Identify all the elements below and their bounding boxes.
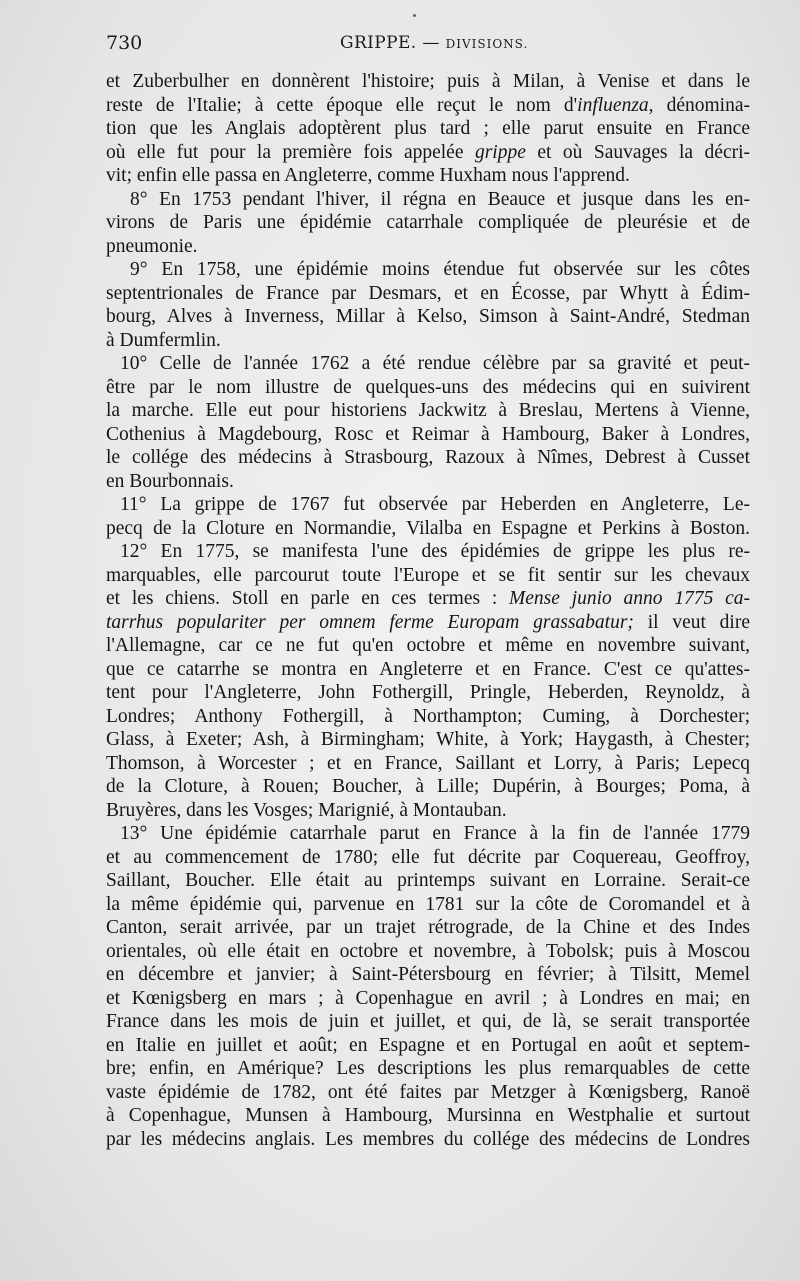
text-line: virons de Paris une épidémie catarrhale compliquée de pleurésie et de (106, 212, 750, 233)
text-line: Saillant, Boucher. Elle était au printemps suivant en Lorraine. Serait-ce (106, 870, 750, 891)
text-line: en Italie en juillet et août; en Espagne et en Portugal en août et septem- (106, 1034, 750, 1056)
text-line: où elle fut pour la première fois appelée grippe et où Sauvages la décri- (106, 141, 750, 163)
text-line: Londres; Anthony Fothergill, à Northampton; Cuming, à Dorchester; (106, 705, 750, 727)
paragraph-10: 10° Celle de l'année 1762 a été rendue célèbre par sa gravité et peut- (120, 353, 750, 374)
text-line: France dans les mois de juin et juillet, et qui, de là, se serait transportée (106, 1011, 750, 1032)
text-line: tent pour l'Angleterre, John Fothergill, Pringle, Heberden, Reynoldz, à (106, 682, 750, 703)
text-line: pecq de la Cloture en Normandie, Vilalba en Espagne et Perkins à Boston. (106, 517, 750, 539)
text-line: reste de l'Italie; à cette époque elle reçut le nom d'influenza, dénomina- (106, 94, 751, 116)
latin-quote: Mense junio anno 1775 ca- (509, 588, 750, 609)
text-line: bre; enfin, en Amérique? Les descriptions les plus remarquables de cette (106, 1058, 750, 1079)
text-line: bourg, Alves à Inverness, Millar à Kelso, Simson à Saint-André, Stedman (106, 306, 750, 327)
text-line: et Zuberbulher en donnèrent l'histoire; puis à Milan, à Venise et dans le (106, 71, 750, 92)
text-line: Bruyères, dans les Vosges; Marignié, à Montauban. (106, 799, 507, 821)
italic-term: influenza, (577, 94, 654, 116)
text-line: en Bourbonnais. (106, 470, 234, 492)
text-line: tarrhus populariter per omnem ferme Europam grassabatur; il veut dire (106, 611, 750, 633)
body-text (106, 70, 750, 1151)
text-line: marquables, elle parcourut toute l'Europe et se fit sentir sur les chevaux (106, 564, 750, 586)
text-line: Cothenius à Magdebourg, Rosc et Reimar à Hambourg, Baker à Londres, (106, 423, 750, 445)
text-line: de la Cloture, à Rouen; Boucher, à Lille; Dupérin, à Bourges; Poma, à (106, 776, 750, 797)
running-header (106, 32, 746, 62)
text-line: tion que les Anglais adoptèrent plus tard ; elle parut ensuite en France (106, 118, 750, 139)
running-title-dash: — (416, 33, 446, 53)
paragraph-8: 8° En 1753 pendant l'hiver, il régna en Beauce et jusque dans les en- (130, 188, 750, 210)
text-line: et au commencement de 1780; elle fut décrite par Coquereau, Geoffroy, (106, 846, 750, 868)
paragraph-9: 9° En 1758, une épidémie moins étendue fut observée sur les côtes (130, 259, 750, 280)
text-line: à Dumfermlin. (106, 329, 221, 351)
text-line: Canton, serait arrivée, par un trajet rétrograde, de la Chine et des Indes (106, 917, 750, 938)
text-line: pneumonie. (106, 235, 198, 257)
paragraph-11: 11° La grippe de 1767 fut observée par Heberden en Angleterre, Le- (120, 494, 750, 515)
text-line: vit; enfin elle passa en Angleterre, comme Huxham nous l'apprend. (106, 165, 630, 186)
text-line: et Kœnigsberg en mars ; à Copenhague en avril ; à Londres en mai; en (106, 987, 750, 1009)
text-line: orientales, où elle était en octobre et novembre, à Tobolsk; puis à Moscou (106, 940, 750, 962)
text-line: l'Allemagne, car ce ne fut qu'en octobre et même en novembre suivant, (106, 635, 750, 656)
running-title (340, 33, 528, 53)
text-line: Thomson, à Worcester ; et en France, Saillant et Lorry, à Paris; Lepecq (106, 752, 750, 774)
text-line: en décembre et janvier; à Saint-Pétersbourg en février; à Tilsitt, Memel (106, 964, 750, 985)
text-line: le collége des médecins à Strasbourg, Razoux à Nîmes, Debrest à Cusset (106, 447, 750, 468)
running-title-main: GRIPPE. (340, 33, 417, 53)
paragraph-12: 12° En 1775, se manifesta l'une des épidémies de grippe les plus re- (120, 541, 750, 562)
italic-term: grippe (474, 141, 526, 163)
page-number: 730 (106, 32, 143, 54)
latin-quote: tarrhus populariter per omnem ferme Europam grassabatur; (106, 611, 634, 633)
paragraph-13: 13° Une épidémie catarrhale parut en France à la fin de l'année 1779 (120, 823, 750, 844)
text-line: la marche. Elle eut pour historiens Jackwitz à Breslau, Mertens à Vienne, (106, 400, 750, 421)
text-line: septentrionales de France par Desmars, et en Écosse, par Whytt à Édim- (106, 282, 750, 304)
text-line: à Copenhague, Munsen à Hambourg, Mursinna en Westphalie et surtout (106, 1105, 750, 1126)
text-line: et les chiens. Stoll en parle en ces termes : Mense junio anno 1775 ca- (106, 588, 750, 609)
running-title-section: DIVISIONS. (445, 37, 529, 51)
text-line: vaste épidémie de 1782, ont été faites par Metzger à Kœnigsberg, Ranoë (106, 1081, 750, 1103)
text-line: être par le nom illustre de quelques-uns des médecins qui en suivirent (106, 376, 750, 398)
ink-speck (413, 14, 416, 17)
text-line: Glass, à Exeter; Ash, à Birmingham; White, à York; Haygasth, à Chester; (106, 729, 750, 750)
text-line: par les médecins anglais. Les membres du collége des médecins de Londres (106, 1128, 750, 1150)
text-line: que ce catarrhe se montra en Angleterre et en France. C'est ce qu'attes- (106, 658, 750, 680)
text-line: la même épidémie qui, parvenue en 1781 sur la côte de Coromandel et à (106, 893, 750, 915)
